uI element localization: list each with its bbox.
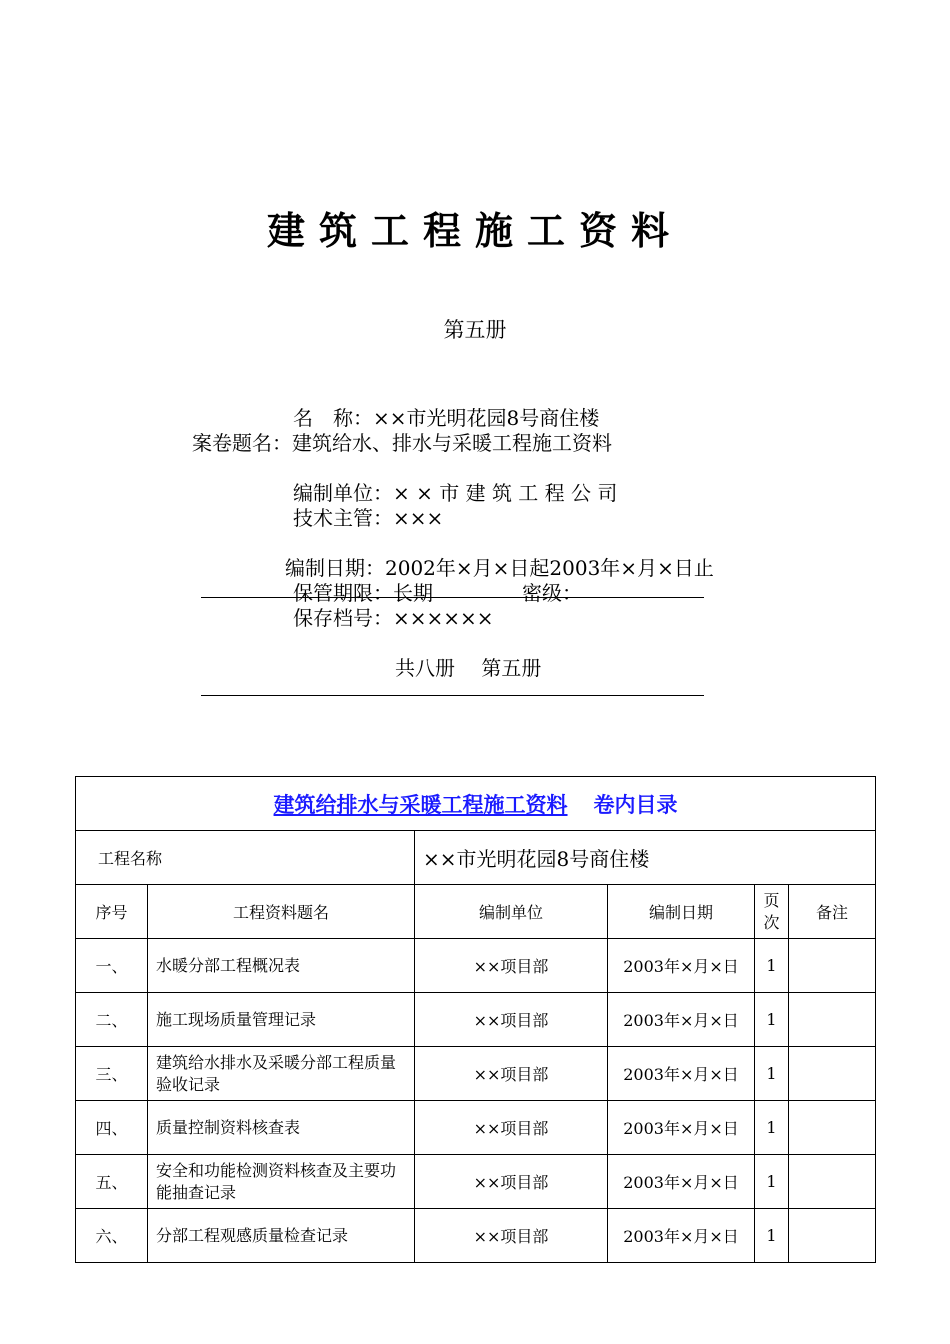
project-value: ××市光明花园8号商住楼 — [415, 831, 876, 885]
row-page: 1 — [755, 993, 789, 1047]
volume-count-line: 共八册 第五册 — [395, 656, 542, 680]
archive-number-line: 保存档号：×××××× — [293, 606, 494, 630]
row-date: 2003年×月×日 — [608, 939, 755, 993]
row-date: 2003年×月×日 — [608, 993, 755, 1047]
row-remark — [789, 1155, 876, 1209]
cover-title: 建筑工程施工资料 — [266, 209, 683, 253]
table-row — [76, 939, 876, 993]
toc-title-link[interactable]: 建筑给排水与采暖工程施工资料 — [273, 792, 568, 817]
row-title: 安全和功能检测资料核查及主要功能抽查记录 — [148, 1155, 415, 1209]
row-unit: ××项目部 — [415, 993, 608, 1047]
header-row — [76, 885, 876, 939]
row-seq: 四、 — [76, 1101, 148, 1155]
table-row — [76, 993, 876, 1047]
row-seq: 六、 — [76, 1209, 148, 1263]
row-remark — [789, 1101, 876, 1155]
row-date: 2003年×月×日 — [608, 1209, 755, 1263]
row-page: 1 — [755, 1047, 789, 1101]
row-title: 质量控制资料核查表 — [148, 1101, 415, 1155]
row-unit: ××项目部 — [415, 1101, 608, 1155]
project-label: 工程名称 — [98, 849, 163, 868]
row-page: 1 — [755, 1101, 789, 1155]
case-title-line: 案卷题名：建筑给水、排水与采暖工程施工资料 — [192, 431, 612, 455]
divider-line — [201, 695, 704, 696]
volume-label: 第五册 — [443, 318, 507, 342]
row-title: 施工现场质量管理记录 — [148, 993, 415, 1047]
row-seq: 二、 — [76, 993, 148, 1047]
row-remark — [789, 1047, 876, 1101]
project-name-line: 名 称：××市光明花园8号商住楼 — [293, 406, 600, 430]
toc-title — [76, 777, 876, 831]
table-row — [76, 1155, 876, 1209]
toc-title-suffix: 卷内目录 — [593, 792, 678, 817]
row-page: 1 — [755, 1209, 789, 1263]
row-seq: 五、 — [76, 1155, 148, 1209]
row-date: 2003年×月×日 — [608, 1047, 755, 1101]
row-date: 2003年×月×日 — [608, 1155, 755, 1209]
row-page: 1 — [755, 1155, 789, 1209]
row-title: 分部工程观感质量检查记录 — [148, 1209, 415, 1263]
tech-director-line: 技术主管：××× — [293, 506, 444, 530]
row-unit: ××项目部 — [415, 939, 608, 993]
compiler-line: 编制单位：× × 市 建 筑 工 程 公 司 — [293, 481, 618, 505]
row-title: 水暖分部工程概况表 — [148, 939, 415, 993]
row-unit: ××项目部 — [415, 1209, 608, 1263]
header-date: 编制日期 — [608, 885, 755, 939]
row-page: 1 — [755, 939, 789, 993]
row-seq: 一、 — [76, 939, 148, 993]
row-remark — [789, 993, 876, 1047]
secret-level: 密级： — [522, 581, 582, 605]
compile-date-line: 编制日期：2002年×月×日起2003年×月×日止 — [285, 556, 714, 580]
table-row — [76, 1047, 876, 1101]
header-unit: 编制单位 — [415, 885, 608, 939]
header-doc-title: 工程资料题名 — [148, 885, 415, 939]
table-row — [76, 1101, 876, 1155]
row-remark — [789, 1209, 876, 1263]
project-row — [76, 831, 415, 885]
header-remark: 备注 — [789, 885, 876, 939]
divider-line — [201, 597, 704, 598]
row-seq: 三、 — [76, 1047, 148, 1101]
header-page: 页次 — [755, 885, 789, 939]
toc-table — [75, 776, 876, 1263]
table-row — [76, 1209, 876, 1263]
header-seq: 序号 — [76, 885, 148, 939]
row-date: 2003年×月×日 — [608, 1101, 755, 1155]
row-unit: ××项目部 — [415, 1155, 608, 1209]
row-unit: ××项目部 — [415, 1047, 608, 1101]
row-remark — [789, 939, 876, 993]
retention-period: 保管期限：长期 — [293, 581, 433, 605]
row-title: 建筑给水排水及采暖分部工程质量验收记录 — [148, 1047, 415, 1101]
